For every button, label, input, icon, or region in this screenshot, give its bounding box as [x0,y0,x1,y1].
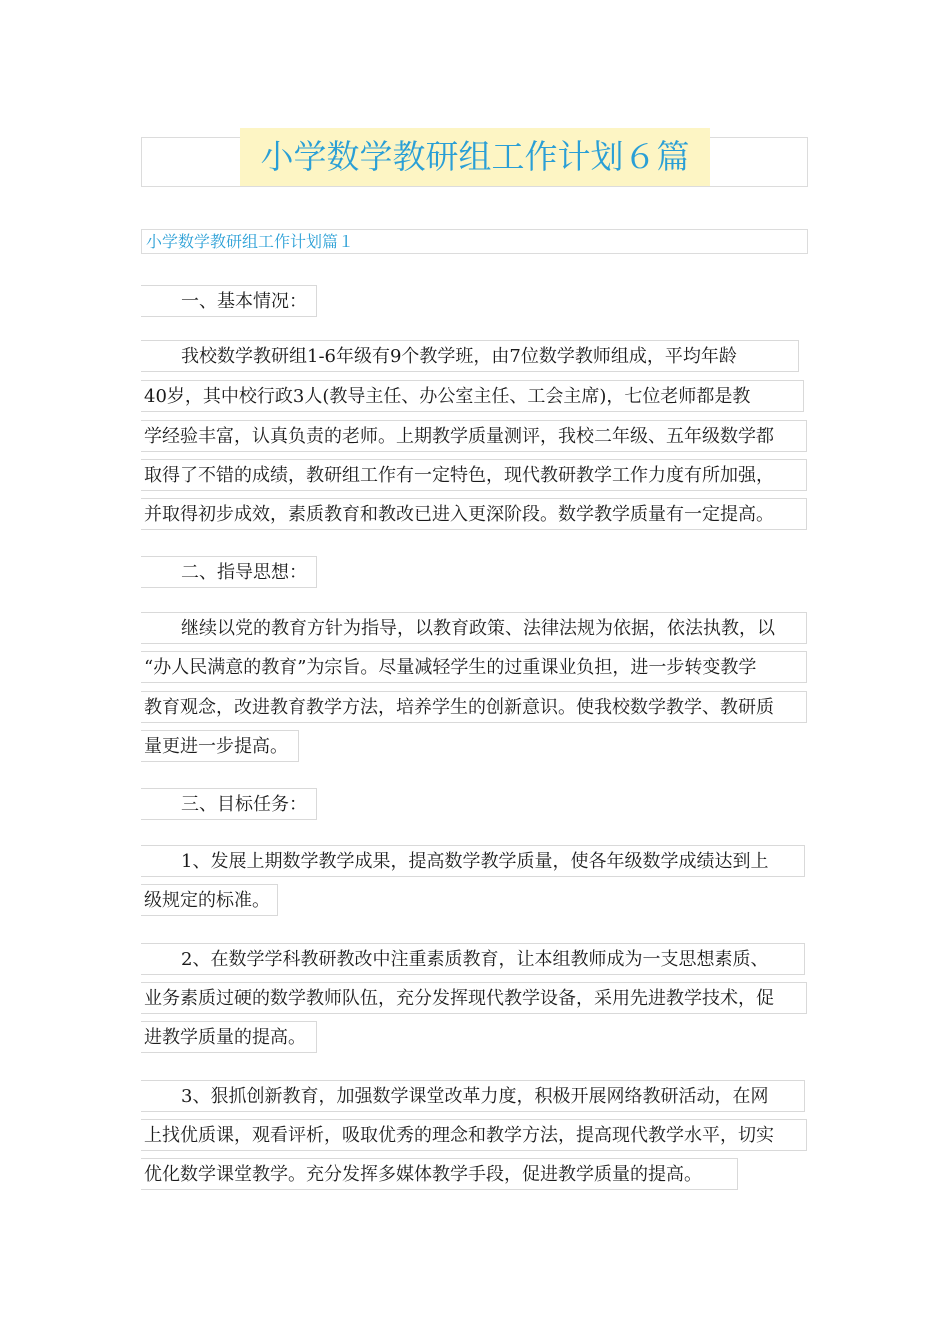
paragraph-line: 继续以党的教育方针为指导，以教育政策、法律法规为依据，依法执教，以 [141,612,807,644]
heading-goals: 三、目标任务： [141,788,317,820]
paragraph-line: 教育观念，改进教育教学方法，培养学生的创新意识。使我校数学教学、教研质 [141,691,807,723]
paragraph-line: 优化数学课堂教学。充分发挥多媒体教学手段，促进教学质量的提高。 [141,1158,738,1190]
heading-guiding-thought: 二、指导思想： [141,556,317,588]
paragraph-line: 取得了不错的成绩，教研组工作有一定特色，现代教研教学工作力度有所加强， [141,459,807,491]
paragraph-line: 3、狠抓创新教育，加强数学课堂改革力度，积极开展网络教研活动，在网 [141,1080,805,1112]
document-title: 小学数学教研组工作计划６篇 [260,137,690,176]
paragraph-line: 量更进一步提高。 [141,730,299,762]
paragraph-line: 并取得初步成效，素质教育和教改已进入更深阶段。数学教学质量有一定提高。 [141,498,807,530]
section-heading: 小学数学教研组工作计划篇１ [141,229,808,254]
paragraph-line: 业务素质过硬的数学教师队伍，充分发挥现代教学设备，采用先进教学技术，促 [141,982,807,1014]
paragraph-line: 上找优质课，观看评析，吸取优秀的理念和教学方法，提高现代教学水平，切实 [141,1119,807,1151]
paragraph-line: 40岁，其中校行政3人(教导主任、办公室主任、工会主席)，七位老师都是教 [141,380,804,412]
paragraph-line: “办人民满意的教育”为宗旨。尽量减轻学生的过重课业负担，进一步转变教学 [141,651,807,683]
paragraph-line: 1、发展上期数学教学成果，提高数学教学质量，使各年级数学成绩达到上 [141,845,805,877]
paragraph-line: 级规定的标准。 [141,884,278,916]
paragraph-line: 2、在数学学科教研教改中注重素质教育，让本组教师成为一支思想素质、 [141,943,805,975]
paragraph-line: 学经验丰富，认真负责的老师。上期教学质量测评，我校二年级、五年级数学都 [141,420,807,452]
paragraph-line: 进教学质量的提高。 [141,1021,317,1053]
heading-basic-situation: 一、基本情况： [141,285,317,317]
paragraph-line: 我校数学教研组1-6年级有9个教学班，由7位数学教师组成，平均年龄 [141,340,799,372]
